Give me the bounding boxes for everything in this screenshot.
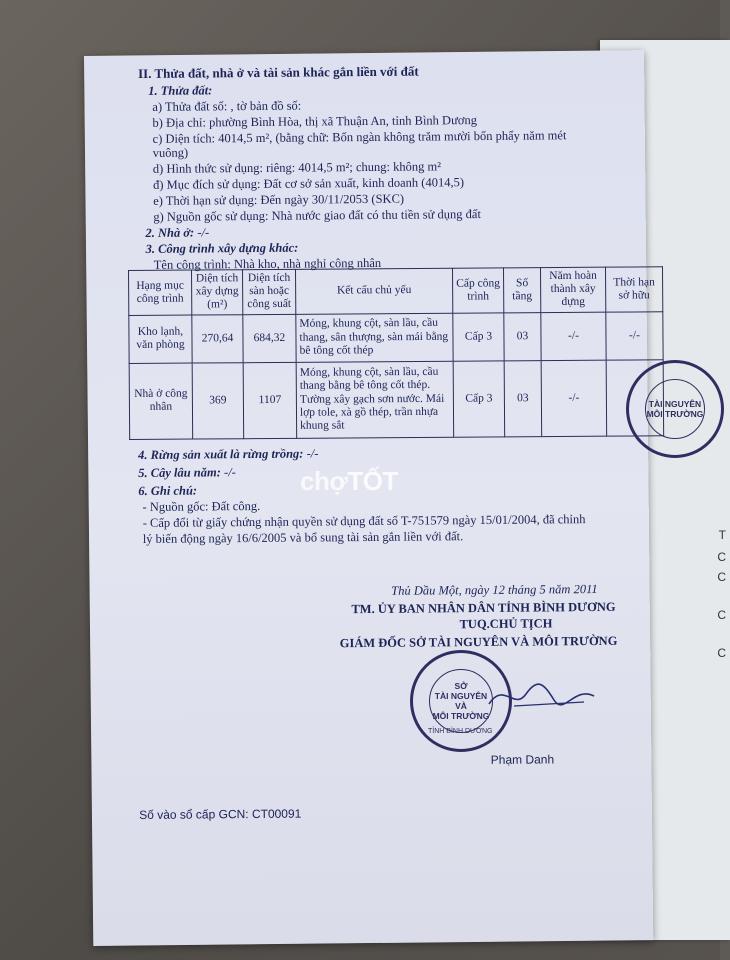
table-cell: Móng, khung cột, sàn lầu, cầu thang bằng bê tông cốt thép. Tường xây gạch sơn nước. Mái lợp tole, xà gồ thép, trần nhựa khung sắt: [296, 361, 454, 438]
table-cell: 1107: [243, 362, 297, 438]
seal-text: MÔI TRƯỜNG: [432, 711, 490, 721]
side-mark: C: [717, 570, 726, 584]
table-cell: Cấp 3: [453, 313, 504, 361]
land-area-cont: vuông): [152, 145, 189, 160]
land-heading: 1. Thửa đất:: [148, 83, 213, 98]
table-header-row: [129, 267, 663, 315]
table-header: Số tầng: [503, 268, 540, 313]
register-number: Số vào sổ cấp GCN: CT00091: [139, 806, 302, 823]
note-item: - Nguồn gốc: Đất công.: [142, 498, 261, 514]
signer-name: Phạm Danh: [490, 752, 555, 767]
table-row: [129, 311, 663, 363]
director-title: GIÁM ĐỐC SỞ TÀI NGUYÊN VÀ MÔI TRƯỜNG: [339, 633, 618, 651]
table-cell: 684,32: [243, 314, 296, 362]
note-item: lý biến động ngày 16/6/2005 và bổ sung tài sản gắn liền với đất.: [142, 529, 464, 546]
perennial-heading: 5. Cây lâu năm: -/-: [138, 465, 236, 480]
seal-text: MÔI TRƯỜNG: [646, 409, 704, 419]
seal-bottom-text: TỈNH BÌNH DƯƠNG: [428, 728, 493, 735]
construction-table: [128, 266, 664, 439]
watermark-logo: chợTỐT: [300, 466, 398, 496]
land-parcel-number: a) Thửa đất số: , tờ bản đồ số:: [152, 98, 302, 114]
table-cell: -/-: [541, 360, 607, 436]
side-mark: T: [718, 528, 726, 542]
seal-text: TÀI NGUYÊN: [434, 691, 488, 701]
table-cell: Móng, khung cột, sàn lầu, cầu thang, sân thượng, sàn mái bằng bê tông cốt thép: [296, 313, 453, 362]
issuing-body: TM. ỦY BAN NHÂN DÂN TỈNH BÌNH DƯƠNG: [351, 599, 616, 617]
table-header: Thời hạn sở hữu: [605, 267, 662, 312]
table-cell: -/-: [606, 311, 663, 359]
table-cell: 03: [504, 312, 541, 360]
side-mark: C: [717, 646, 726, 660]
land-use-term: e) Thời hạn sử dụng: Đến ngày 30/11/2053 (SKC): [153, 191, 405, 208]
table-cell: -/-: [541, 312, 606, 360]
seal-text: SỞ: [454, 681, 468, 691]
seal-text: VÀ: [455, 701, 467, 711]
table-cell: Nhà ở công nhân: [129, 363, 193, 439]
table-cell: Cấp 3: [453, 361, 505, 437]
side-seal: [626, 360, 724, 458]
land-address: b) Địa chỉ: phường Bình Hòa, thị xã Thuận An, tỉnh Bình Dương: [152, 113, 477, 130]
land-use-form: d) Hình thức sử dụng: riêng: 4014,5 m²; chung: không m²: [152, 159, 441, 176]
side-mark: C: [717, 608, 726, 622]
works-name: Tên công trình: Nhà kho, nhà nghỉ công nhân: [153, 255, 382, 272]
forest-heading: 4. Rừng sản xuất là rừng trồng: -/-: [138, 446, 319, 462]
table-row: [129, 359, 664, 439]
table-header: Cấp công trình: [452, 268, 503, 313]
table-header: Năm hoàn thành xây dựng: [540, 267, 605, 312]
table-header: Diện tích sàn hoặc công suất: [243, 269, 296, 314]
side-mark: C: [717, 550, 726, 564]
house-heading: 2. Nhà ở: -/-: [145, 225, 210, 240]
signature-mark: [484, 676, 604, 716]
works-heading: 3. Công trình xây dựng khác:: [145, 240, 299, 256]
date-line: Thủ Dầu Một, ngày 12 tháng 5 năm 2011: [391, 581, 598, 598]
table-cell: Kho lạnh, văn phòng: [129, 315, 192, 363]
note-item: - Cấp đổi từ giấy chứng nhận quyền sử dụng đất số T-751579 ngày 15/01/2004, đã chỉnh: [142, 512, 586, 530]
table-cell: 369: [192, 362, 244, 438]
authorization: TUQ.CHỦ TỊCH: [459, 616, 553, 632]
section-title: II. Thửa đất, nhà ở và tài sản khác gắn liền với đất: [138, 63, 419, 81]
land-area: c) Diện tích: 4014,5 m², (bằng chữ: Bốn ngàn không trăm mười bốn phẩy năm mét: [152, 128, 567, 146]
seal-text: TÀI NGUYÊN: [648, 399, 702, 409]
table-header: Hạng mục công trình: [129, 270, 192, 315]
land-origin: g) Nguồn gốc sử dụng: Nhà nước giao đất có thu tiền sử dụng đất: [153, 207, 481, 224]
table-cell: 03: [504, 360, 542, 436]
table-header: Kết cấu chủ yếu: [295, 268, 452, 314]
table-cell: 270,64: [192, 314, 243, 362]
table-header: Diện tích xây dựng (m²): [192, 270, 243, 315]
land-use-purpose: đ) Mục đích sử dụng: Đất cơ sở sản xuất, kinh doanh (4014,5): [152, 175, 465, 192]
notes-heading: 6. Ghi chú:: [138, 483, 198, 498]
